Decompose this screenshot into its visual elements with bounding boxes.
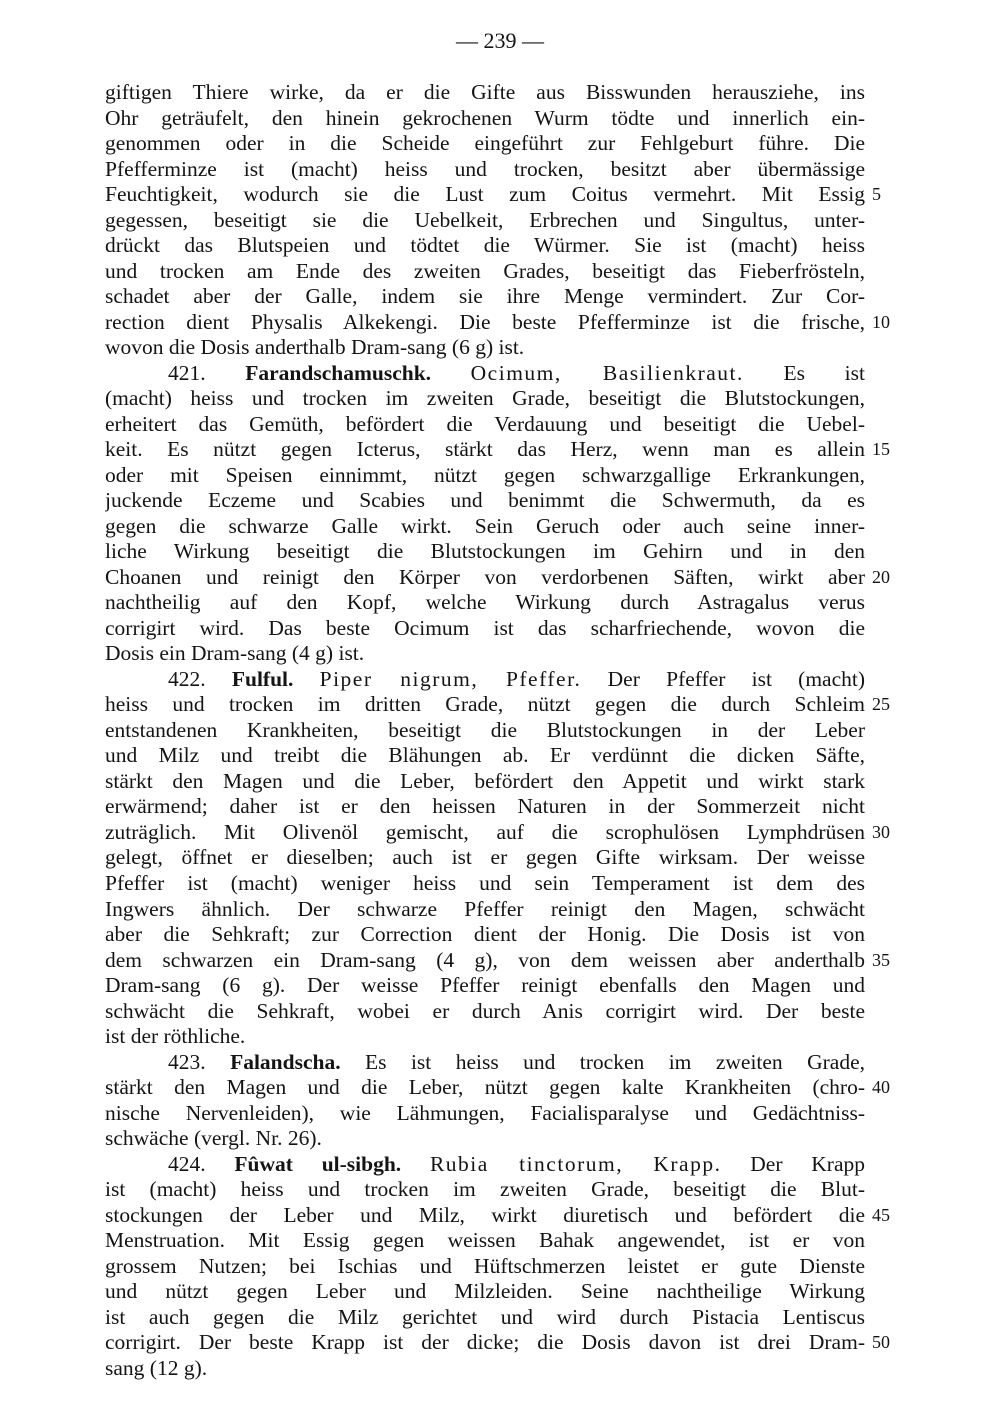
text-line	[105, 845, 865, 871]
line-text: entstandenen Krankheiten, beseitigt die Blutstockungen in der Leber	[105, 717, 865, 742]
text-line	[105, 973, 865, 999]
line-text: gelegt, öffnet er dieselben; auch ist er gegen Gifte wirksam. Der weisse	[105, 845, 865, 870]
text-line	[105, 182, 865, 208]
text-line	[105, 412, 865, 438]
text-line	[105, 820, 865, 846]
text-line	[105, 1203, 865, 1229]
line-text: gegen die schwarze Galle wirkt. Sein Geruch oder auch seine inner-	[105, 513, 865, 538]
line-text: Ohr geträufelt, den hinein gekrochenen Wurm tödte und innerlich ein-	[105, 105, 865, 130]
text-line	[105, 539, 865, 565]
text-line	[105, 718, 865, 744]
text-line	[105, 233, 865, 259]
line-text: und Milz und treibt die Blähungen ab. Er verdünnt die dicken Säfte,	[105, 743, 865, 768]
text-line	[105, 437, 865, 463]
text-line	[105, 1024, 865, 1050]
line-text: schwäche (vergl. Nr. 26).	[105, 1126, 322, 1151]
entry-num: 421.	[168, 360, 206, 385]
entry-latin: Ocimum, Basilienkraut.	[470, 360, 744, 385]
text-line	[105, 1356, 865, 1382]
entry-latin: Rubia tinctorum, Krapp.	[429, 1151, 722, 1176]
line-number: 25	[872, 694, 890, 715]
text-line	[105, 1279, 865, 1305]
line-text: grossem Nutzen; bei Ischias und Hüftschmerzen leistet er gute Dienste	[105, 1253, 865, 1278]
line-text: stärkt den Magen und die Leber, befördert den Appetit und wirkt stark	[105, 768, 865, 793]
line-text: ist (macht) heiss und trocken im zweiten Grade, beseitigt die Blut-	[105, 1177, 865, 1202]
line-text: oder mit Speisen einnimmt, nützt gegen schwarzgallige Erkrankungen,	[105, 462, 865, 487]
text-line	[105, 386, 865, 412]
text-line	[105, 514, 865, 540]
text-line	[105, 131, 865, 157]
text-line	[105, 1152, 865, 1178]
text-line	[105, 999, 865, 1025]
entry-title: Farandschamuschk.	[245, 360, 432, 385]
line-text: corrigirt. Der beste Krapp ist der dicke; die Dosis davon ist drei Dram-	[105, 1330, 865, 1355]
text-line	[105, 692, 865, 718]
text-line	[105, 310, 865, 336]
text-line	[105, 335, 865, 361]
line-text: giftigen Thiere wirke, da er die Gifte aus Bisswunden herausziehe, ins	[105, 80, 865, 104]
line-text: nachtheilig auf den Kopf, welche Wirkung durch Astragalus verus	[105, 590, 865, 615]
text-line	[105, 616, 865, 642]
line-text: Dram-sang (6 g). Der weisse Pfeffer reinigt ebenfalls den Magen und	[105, 973, 865, 998]
line-text: Der Pfeffer ist (macht)	[607, 666, 865, 691]
line-text: Es ist heiss und trocken im zweiten Grade,	[365, 1049, 865, 1074]
page-number: — 239 —	[456, 28, 544, 53]
text-line	[105, 565, 865, 591]
line-number: 15	[872, 439, 890, 460]
line-text: wovon die Dosis anderthalb Dram-sang (6 g) ist.	[105, 335, 525, 360]
text-line	[105, 259, 865, 285]
entry-num: 424.	[168, 1151, 206, 1176]
line-text: und nützt gegen Leber und Milzleiden. Seine nachtheilige Wirkung	[105, 1279, 865, 1304]
text-line	[105, 1254, 865, 1280]
line-text: gegessen, beseitigt sie die Uebelkeit, Erbrechen und Singultus, unter-	[105, 207, 865, 232]
line-text: und trocken am Ende des zweiten Grades, beseitigt das Fieberfrösteln,	[105, 258, 865, 283]
text-line	[105, 106, 865, 132]
line-text: schadet aber der Galle, indem sie ihre Menge vermindert. Zur Cor-	[105, 284, 865, 309]
line-text: Pfefferminze ist (macht) heiss und trocken, besitzt aber übermässige	[105, 156, 865, 181]
body-text	[105, 80, 865, 1381]
text-line	[105, 488, 865, 514]
entry-num: 422.	[168, 666, 206, 691]
text-line	[105, 948, 865, 974]
text-line	[105, 1177, 865, 1203]
line-text: drückt das Blutspeien und tödtet die Würmer. Sie ist (macht) heiss	[105, 233, 865, 258]
line-text: schwächt die Sehkraft, wobei er durch Anis corrigirt wird. Der beste	[105, 998, 865, 1023]
line-text: keit. Es nützt gegen Icterus, stärkt das Herz, wenn man es allein	[105, 437, 865, 462]
line-text: Feuchtigkeit, wodurch sie die Lust zum Coitus vermehrt. Mit Essig	[105, 182, 865, 207]
line-number: 20	[872, 566, 890, 587]
text-line	[105, 743, 865, 769]
line-text: Es ist	[783, 360, 865, 385]
line-text: erheitert das Gemüth, befördert die Verdauung und beseitigt die Uebel-	[105, 411, 865, 436]
entry-latin: Piper nigrum, Pfeffer.	[319, 666, 582, 691]
text-line	[105, 1330, 865, 1356]
text-line	[105, 1075, 865, 1101]
line-number: 40	[872, 1077, 890, 1098]
line-text: zuträglich. Mit Olivenöl gemischt, auf die scrophulösen Lymphdrüsen	[105, 819, 865, 844]
line-text: ist auch gegen die Milz gerichtet und wird durch Pistacia Lentiscus	[105, 1304, 865, 1329]
text-line	[105, 871, 865, 897]
text-line	[105, 590, 865, 616]
line-text: corrigirt wird. Das beste Ocimum ist das scharfriechende, wovon die	[105, 615, 865, 640]
line-number: 50	[872, 1332, 890, 1353]
line-number: 10	[872, 311, 890, 332]
line-number: 35	[872, 949, 890, 970]
line-text: ist der röthliche.	[105, 1024, 246, 1049]
entry-title: Falandscha.	[230, 1049, 341, 1074]
line-text: rection dient Physalis Alkekengi. Die beste Pfefferminze ist die frische,	[105, 309, 865, 334]
text-line	[105, 641, 865, 667]
line-text: Choanen und reinigt den Körper von verdorbenen Säften, wirkt aber	[105, 564, 865, 589]
text-line	[105, 1050, 865, 1076]
text-line	[105, 284, 865, 310]
text-line	[105, 361, 865, 387]
text-line	[105, 463, 865, 489]
line-text: heiss und trocken im dritten Grade, nützt gegen die durch Schleim	[105, 692, 865, 717]
line-text: Menstruation. Mit Essig gegen weissen Bahak angewendet, ist er von	[105, 1228, 865, 1253]
text-line	[105, 922, 865, 948]
line-text: juckende Eczeme und Scabies und benimmt die Schwermuth, da es	[105, 488, 865, 513]
line-text: Dosis ein Dram-sang (4 g) ist.	[105, 641, 365, 666]
line-number: 5	[872, 184, 881, 205]
line-number: 45	[872, 1204, 890, 1225]
line-text: stärkt den Magen und die Leber, nützt gegen kalte Krankheiten (chro-	[105, 1075, 865, 1100]
line-text: genommen oder in die Scheide eingeführt zur Fehlgeburt führe. Die	[105, 131, 865, 156]
line-text: Der Krapp	[750, 1151, 865, 1176]
text-line	[105, 667, 865, 693]
text-line	[105, 157, 865, 183]
entry-title: Fûwat ul-sibgh.	[234, 1151, 402, 1176]
text-line	[105, 1228, 865, 1254]
line-text: aber die Sehkraft; zur Correction dient der Honig. Die Dosis ist von	[105, 922, 865, 947]
line-text: erwärmend; daher ist er den heissen Naturen in der Sommerzeit nicht	[105, 794, 865, 819]
text-line	[105, 794, 865, 820]
line-text: dem schwarzen ein Dram-sang (4 g), von dem weissen aber anderthalb	[105, 947, 865, 972]
text-line	[105, 1101, 865, 1127]
line-number: 30	[872, 822, 890, 843]
line-text: Pfeffer ist (macht) weniger heiss und sein Temperament ist dem des	[105, 870, 865, 895]
text-line	[105, 897, 865, 923]
text-line	[105, 1126, 865, 1152]
text-line	[105, 1305, 865, 1331]
line-text: liche Wirkung beseitigt die Blutstockungen im Gehirn und in den	[105, 539, 865, 564]
line-text: (macht) heiss und trocken im zweiten Grade, beseitigt die Blutstockungen,	[105, 386, 865, 411]
line-text: stockungen der Leber und Milz, wirkt diuretisch und befördert die	[105, 1202, 865, 1227]
text-line	[105, 80, 865, 106]
entry-num: 423.	[168, 1049, 206, 1074]
text-line	[105, 208, 865, 234]
line-text: nische Nervenleiden), wie Lähmungen, Facialisparalyse und Gedächtniss-	[105, 1100, 865, 1125]
line-text: sang (12 g).	[105, 1355, 208, 1380]
entry-title: Fulful.	[231, 666, 294, 691]
line-text: Ingwers ähnlich. Der schwarze Pfeffer reinigt den Magen, schwächt	[105, 896, 865, 921]
text-line	[105, 769, 865, 795]
